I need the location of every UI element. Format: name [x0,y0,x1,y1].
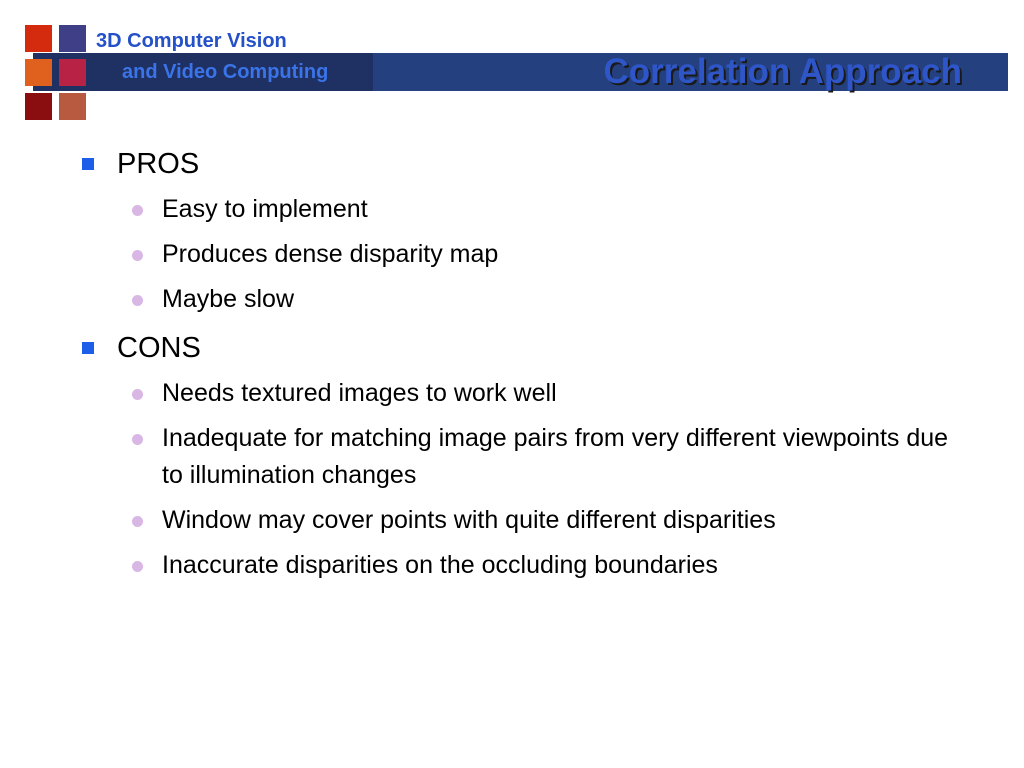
logo-square-maroon [25,93,52,120]
slide-title: Correlation Approach [603,52,962,91]
round-bullet-icon [132,389,143,400]
list-item-text: Produces dense disparity map [162,240,499,268]
list-item [132,375,972,412]
list-item [132,191,972,228]
round-bullet-icon [132,250,143,261]
list-item [132,547,972,584]
round-bullet-icon [132,561,143,572]
course-name-line-2: and Video Computing [122,61,329,83]
list-item [132,502,972,539]
logo-square-orange [25,59,52,86]
list-item [132,420,972,494]
round-bullet-icon [132,434,143,445]
logo-square-navy [59,25,86,52]
list-item-text: Inaccurate disparities on the occluding boundaries [162,551,718,579]
list-item-text: Window may cover points with quite different disparities [162,506,776,534]
list-item-text: Maybe slow [162,285,294,313]
logo-square-crimson [59,59,86,86]
round-bullet-icon [132,295,143,306]
list-item-text: Easy to implement [162,195,368,223]
square-bullet-icon [82,158,94,170]
section-label: CONS [117,332,201,364]
list-item [132,281,972,318]
list-item [132,236,972,273]
square-bullet-icon [82,342,94,354]
course-name-line-1: 3D Computer Vision [96,30,287,52]
list-item-text: Inadequate for matching image pairs from very different viewpoints due to illumination changes [162,424,949,489]
round-bullet-icon [132,205,143,216]
list-item-text: Needs textured images to work well [162,379,557,407]
round-bullet-icon [132,516,143,527]
logo-square-red [25,25,52,52]
section-label: PROS [117,148,200,180]
logo-square-terracotta [59,93,86,120]
